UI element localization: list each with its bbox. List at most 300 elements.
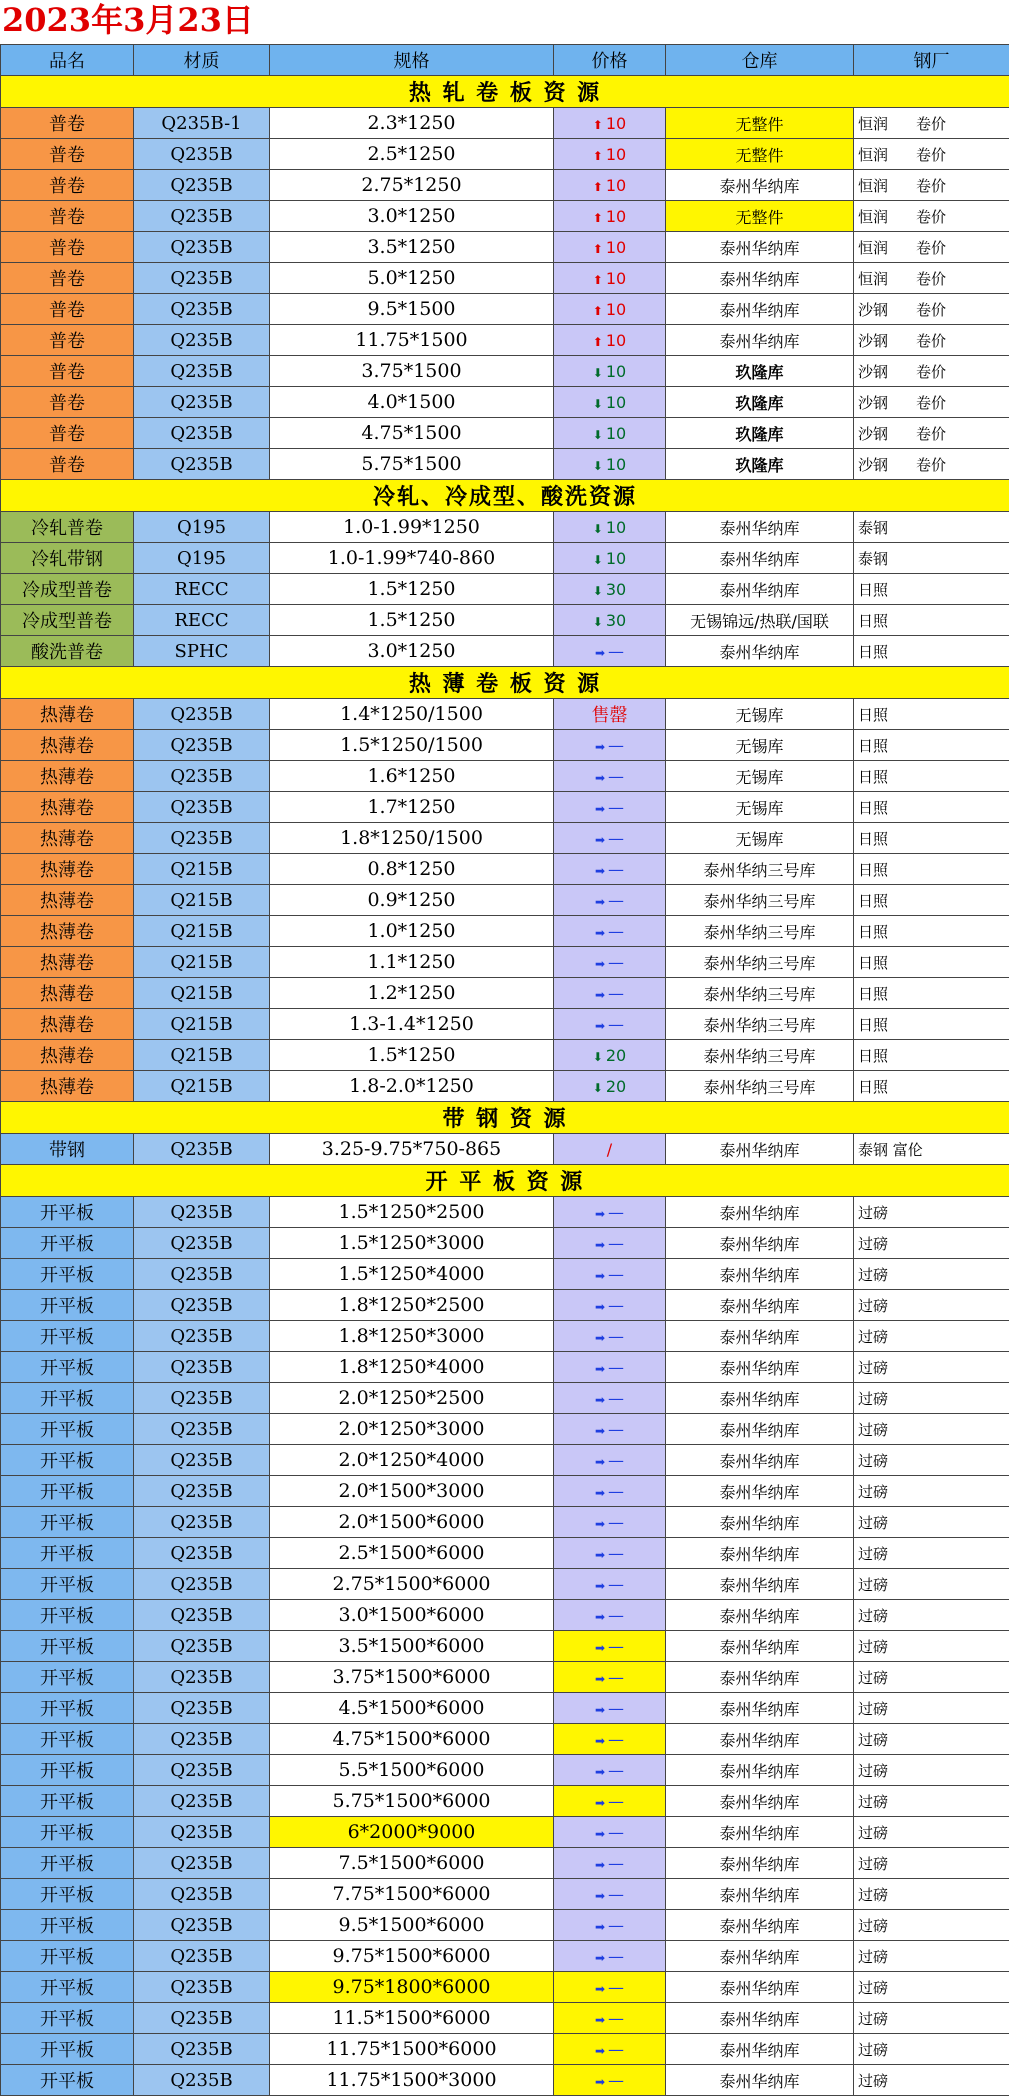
product-name: 热薄卷: [1, 792, 134, 823]
spec: 11.75*1500*6000: [270, 2034, 554, 2065]
mill: [854, 1600, 1009, 1631]
price-change: [554, 885, 666, 916]
material: Q235B: [134, 356, 270, 387]
warehouse: 泰州华纳库: [666, 574, 854, 605]
material: Q235B: [134, 387, 270, 418]
arrow-up-icon: ⬆: [593, 335, 603, 349]
product-name: 开平板: [1, 1817, 134, 1848]
warehouse: 泰州华纳库: [666, 1848, 854, 1879]
product-name: 开平板: [1, 1538, 134, 1569]
material: Q235B: [134, 1848, 270, 1879]
material: Q235B: [134, 1600, 270, 1631]
arrow-flat-icon: ➡: [595, 1300, 605, 1314]
material: Q215B: [134, 1009, 270, 1040]
material: Q235B: [134, 2065, 270, 2096]
price-change: [554, 356, 666, 387]
arrow-flat-icon: ➡: [595, 926, 605, 940]
price-value: 10: [606, 145, 626, 164]
col-header-material: 材质: [134, 45, 270, 76]
price-table: [0, 44, 1009, 2096]
material: Q235B: [134, 1910, 270, 1941]
price-change: [554, 1662, 666, 1693]
price-change: [554, 1476, 666, 1507]
product-name: 开平板: [1, 1507, 134, 1538]
mill: [854, 1538, 1009, 1569]
mill-name: 日照: [858, 859, 916, 880]
product-name: 开平板: [1, 1693, 134, 1724]
arrow-flat-icon: ➡: [595, 1424, 605, 1438]
warehouse: 泰州华纳库: [666, 1352, 854, 1383]
price-change: [554, 1941, 666, 1972]
warehouse: 泰州华纳库: [666, 1941, 854, 1972]
mill-note: 卷价: [916, 363, 946, 381]
mill: [854, 139, 1009, 170]
price-value: —: [608, 1451, 624, 1470]
product-name: 普卷: [1, 418, 134, 449]
price-change: [554, 1228, 666, 1259]
mill: [854, 1631, 1009, 1662]
product-name: 热薄卷: [1, 699, 134, 730]
mill-name: 日照: [858, 983, 916, 1004]
table-row: [1, 263, 1009, 294]
mill: [854, 512, 1009, 543]
warehouse: 泰州华纳库: [666, 512, 854, 543]
product-name: 热薄卷: [1, 761, 134, 792]
spec: 1.8*1250*2500: [270, 1290, 554, 1321]
table-row: [1, 1848, 1009, 1879]
mill-name: 日照: [858, 921, 916, 942]
spec: 2.0*1500*6000: [270, 1507, 554, 1538]
material: Q235B: [134, 232, 270, 263]
product-name: 开平板: [1, 1290, 134, 1321]
price-change: [554, 730, 666, 761]
table-row: [1, 636, 1009, 667]
mill-name: 恒润: [858, 268, 916, 289]
price-value: —: [608, 1854, 624, 1873]
product-name: 普卷: [1, 201, 134, 232]
price-value: 10: [606, 300, 626, 319]
material: Q195: [134, 512, 270, 543]
warehouse: 泰州华纳库: [666, 325, 854, 356]
material: Q215B: [134, 1071, 270, 1102]
product-name: 热薄卷: [1, 885, 134, 916]
product-name: 冷成型普卷: [1, 605, 134, 636]
arrow-flat-icon: ➡: [595, 1796, 605, 1810]
mill: [854, 1134, 1009, 1165]
material: Q235B: [134, 1941, 270, 1972]
mill-note: 卷价: [916, 394, 946, 412]
price-value: 10: [606, 549, 626, 568]
spec: 1.5*1250*4000: [270, 1259, 554, 1290]
product-name: 开平板: [1, 1879, 134, 1910]
price-value: —: [608, 2040, 624, 2059]
arrow-flat-icon: ➡: [595, 802, 605, 816]
warehouse: 泰州华纳库: [666, 1569, 854, 1600]
warehouse: 泰州华纳库: [666, 1817, 854, 1848]
price-change: [554, 294, 666, 325]
warehouse: 泰州华纳库: [666, 1786, 854, 1817]
price-change: [554, 2003, 666, 2034]
table-row: [1, 1259, 1009, 1290]
material: RECC: [134, 605, 270, 636]
spec: 2.3*1250: [270, 108, 554, 139]
product-name: 开平板: [1, 1569, 134, 1600]
material: Q235B: [134, 1445, 270, 1476]
spec: 6*2000*9000: [270, 1817, 554, 1848]
spec: 5.75*1500*6000: [270, 1786, 554, 1817]
table-row: [1, 1507, 1009, 1538]
table-row: [1, 2034, 1009, 2065]
arrow-flat-icon: ➡: [595, 988, 605, 1002]
arrow-flat-icon: ➡: [595, 1455, 605, 1469]
warehouse: 泰州华纳三号库: [666, 1009, 854, 1040]
col-header-warehouse: 仓库: [666, 45, 854, 76]
col-header-price: 价格: [554, 45, 666, 76]
product-name: 开平板: [1, 2003, 134, 2034]
warehouse: 玖隆库: [666, 449, 854, 480]
price-value: —: [608, 1296, 624, 1315]
table-row: [1, 823, 1009, 854]
mill-name: 日照: [858, 641, 916, 662]
price-change: [554, 1321, 666, 1352]
sold-out-label: 售罄: [592, 705, 628, 726]
price-value: 10: [606, 362, 626, 381]
table-row: [1, 1476, 1009, 1507]
mill-name: 沙钢: [858, 330, 916, 351]
table-row: [1, 1879, 1009, 1910]
warehouse: 泰州华纳库: [666, 1445, 854, 1476]
price-value: 10: [606, 269, 626, 288]
product-name: 开平板: [1, 1476, 134, 1507]
arrow-flat-icon: ➡: [595, 2044, 605, 2058]
warehouse: 泰州华纳库: [666, 1879, 854, 1910]
product-name: 普卷: [1, 387, 134, 418]
header-row: [1, 45, 1009, 76]
table-row: [1, 543, 1009, 574]
arrow-up-icon: ⬆: [593, 304, 603, 318]
mill-note: 卷价: [916, 146, 946, 164]
price-value: —: [608, 798, 624, 817]
table-row: [1, 325, 1009, 356]
product-name: 热薄卷: [1, 730, 134, 761]
price-change: [554, 854, 666, 885]
mill-name: 日照: [858, 579, 916, 600]
price-change: [554, 139, 666, 170]
mill: [854, 1352, 1009, 1383]
table-row: [1, 1071, 1009, 1102]
arrow-up-icon: ⬆: [593, 180, 603, 194]
warehouse: 泰州华纳库: [666, 1321, 854, 1352]
mill-note: 卷价: [916, 270, 946, 288]
table-row: [1, 1228, 1009, 1259]
arrow-flat-icon: ➡: [595, 1610, 605, 1624]
price-value: 20: [606, 1077, 626, 1096]
price-change: [554, 761, 666, 792]
price-value: —: [608, 953, 624, 972]
arrow-flat-icon: ➡: [595, 895, 605, 909]
mill: [854, 1071, 1009, 1102]
material: Q235B: [134, 699, 270, 730]
product-name: 普卷: [1, 294, 134, 325]
product-name: 冷轧带钢: [1, 543, 134, 574]
mill: [854, 356, 1009, 387]
mill-name: 过磅: [858, 1977, 916, 1998]
mill: [854, 1259, 1009, 1290]
product-name: 热薄卷: [1, 823, 134, 854]
arrow-flat-icon: ➡: [595, 2013, 605, 2027]
material: Q235B: [134, 170, 270, 201]
material: Q235B: [134, 1290, 270, 1321]
price-value: —: [608, 984, 624, 1003]
product-name: 热薄卷: [1, 1071, 134, 1102]
price-value: 10: [606, 393, 626, 412]
warehouse: 泰州华纳库: [666, 1476, 854, 1507]
spec: 1.5*1250: [270, 1040, 554, 1071]
table-row: [1, 792, 1009, 823]
spec: 1.5*1250: [270, 605, 554, 636]
warehouse: 泰州华纳库: [666, 1259, 854, 1290]
mill-name: 日照: [858, 610, 916, 631]
material: Q235B: [134, 263, 270, 294]
product-name: 开平板: [1, 1755, 134, 1786]
mill-name: 过磅: [858, 2008, 916, 2029]
price-change: [554, 449, 666, 480]
price-change: [554, 387, 666, 418]
material: Q235B: [134, 1817, 270, 1848]
product-name: 热薄卷: [1, 854, 134, 885]
price-change: [554, 1600, 666, 1631]
material: Q235B: [134, 1538, 270, 1569]
warehouse: 泰州华纳库: [666, 1755, 854, 1786]
price-change: [554, 543, 666, 574]
material: Q235B: [134, 1507, 270, 1538]
table-row: [1, 1631, 1009, 1662]
mill-name: 日照: [858, 766, 916, 787]
spec: 3.5*1250: [270, 232, 554, 263]
mill-name: 过磅: [858, 1357, 916, 1378]
price-value: —: [608, 1513, 624, 1532]
mill-name: 过磅: [858, 1295, 916, 1316]
table-row: [1, 854, 1009, 885]
table-row: [1, 1600, 1009, 1631]
mill: [854, 605, 1009, 636]
table-row: [1, 1383, 1009, 1414]
price-change: [554, 1071, 666, 1102]
price-value: —: [608, 1637, 624, 1656]
warehouse: 泰州华纳库: [666, 294, 854, 325]
mill: [854, 1445, 1009, 1476]
price-change: [554, 1290, 666, 1321]
mill-name: 过磅: [858, 1419, 916, 1440]
price-value: —: [608, 1885, 624, 1904]
arrow-up-icon: ⬆: [593, 273, 603, 287]
mill-name: 过磅: [858, 1202, 916, 1223]
price-value: 20: [606, 1046, 626, 1065]
spec: 3.75*1500: [270, 356, 554, 387]
mill: [854, 1848, 1009, 1879]
table-row: [1, 574, 1009, 605]
spec: 4.75*1500*6000: [270, 1724, 554, 1755]
arrow-down-icon: ⬇: [593, 397, 603, 411]
product-name: 普卷: [1, 263, 134, 294]
price-value: —: [608, 1699, 624, 1718]
arrow-down-icon: ⬇: [593, 1050, 603, 1064]
price-value: —: [608, 1265, 624, 1284]
mill-name: 沙钢: [858, 392, 916, 413]
warehouse: 泰州华纳三号库: [666, 916, 854, 947]
price-value: 10: [606, 455, 626, 474]
material: Q235B: [134, 1134, 270, 1165]
mill: [854, 418, 1009, 449]
price-value: —: [608, 1544, 624, 1563]
warehouse: 泰州华纳库: [666, 1600, 854, 1631]
price-value: —: [608, 1420, 624, 1439]
price-change: [554, 1414, 666, 1445]
mill-name: 过磅: [858, 1481, 916, 1502]
price-change: [554, 1879, 666, 1910]
warehouse: 泰州华纳三号库: [666, 947, 854, 978]
table-row: [1, 1786, 1009, 1817]
arrow-flat-icon: ➡: [595, 1641, 605, 1655]
spec: 1.5*1250*3000: [270, 1228, 554, 1259]
mill: [854, 792, 1009, 823]
price-value: —: [608, 1358, 624, 1377]
spec: 3.0*1500*6000: [270, 1600, 554, 1631]
table-row: [1, 1817, 1009, 1848]
product-name: 开平板: [1, 1724, 134, 1755]
warehouse: 泰州华纳库: [666, 263, 854, 294]
product-name: 开平板: [1, 1383, 134, 1414]
spec: 1.0-1.99*740-860: [270, 543, 554, 574]
product-name: 热薄卷: [1, 947, 134, 978]
product-name: 开平板: [1, 1600, 134, 1631]
mill-note: 卷价: [916, 332, 946, 350]
price-value: —: [608, 1978, 624, 1997]
price-change: [554, 201, 666, 232]
product-name: 开平板: [1, 1445, 134, 1476]
price-value: —: [608, 1234, 624, 1253]
material: Q235B: [134, 1228, 270, 1259]
mill: [854, 1476, 1009, 1507]
table-row: [1, 1445, 1009, 1476]
mill-note: 卷价: [916, 239, 946, 257]
price-value: —: [608, 1389, 624, 1408]
material: Q235B: [134, 1972, 270, 2003]
spec: 3.25-9.75*750-865: [270, 1134, 554, 1165]
spec: 0.8*1250: [270, 854, 554, 885]
price-change: [554, 108, 666, 139]
mill-name: 过磅: [858, 1760, 916, 1781]
material: Q235B: [134, 1352, 270, 1383]
col-header-name: 品名: [1, 45, 134, 76]
price-na: /: [607, 1140, 612, 1159]
product-name: 开平板: [1, 1414, 134, 1445]
mill-name: 过磅: [858, 1698, 916, 1719]
price-value: 30: [606, 580, 626, 599]
table-row: [1, 1972, 1009, 2003]
table-row: [1, 108, 1009, 139]
spec: 9.75*1500*6000: [270, 1941, 554, 1972]
mill: [854, 1040, 1009, 1071]
mill: [854, 108, 1009, 139]
spec: 1.8*1250/1500: [270, 823, 554, 854]
warehouse: 泰州华纳库: [666, 1228, 854, 1259]
arrow-down-icon: ⬇: [593, 459, 603, 473]
arrow-flat-icon: ➡: [595, 1703, 605, 1717]
material: Q235B: [134, 823, 270, 854]
spec: 11.5*1500*6000: [270, 2003, 554, 2034]
material: Q235B: [134, 1662, 270, 1693]
price-change: [554, 232, 666, 263]
product-name: 普卷: [1, 232, 134, 263]
price-change: [554, 699, 666, 730]
warehouse: 无锡库: [666, 730, 854, 761]
mill-name: 过磅: [858, 1605, 916, 1626]
mill-note: 卷价: [916, 208, 946, 226]
mill-name: 日照: [858, 952, 916, 973]
price-value: —: [608, 1947, 624, 1966]
table-row: [1, 1290, 1009, 1321]
mill-name: 恒润: [858, 144, 916, 165]
mill: [854, 1941, 1009, 1972]
mill-name: 日照: [858, 890, 916, 911]
mill-name: 过磅: [858, 1636, 916, 1657]
mill-name: 日照: [858, 828, 916, 849]
price-value: —: [608, 1327, 624, 1346]
spec: 4.5*1500*6000: [270, 1693, 554, 1724]
table-row: [1, 356, 1009, 387]
arrow-flat-icon: ➡: [595, 864, 605, 878]
material: Q235B: [134, 1197, 270, 1228]
section-header: [1, 480, 1009, 512]
warehouse: 泰州华纳库: [666, 543, 854, 574]
arrow-flat-icon: ➡: [595, 771, 605, 785]
product-name: 开平板: [1, 1848, 134, 1879]
product-name: 热薄卷: [1, 1009, 134, 1040]
table-row: [1, 294, 1009, 325]
material: Q235B: [134, 761, 270, 792]
mill-note: 卷价: [916, 425, 946, 443]
mill: [854, 1290, 1009, 1321]
mill-name: 沙钢: [858, 299, 916, 320]
section-title: 热 薄 卷 板 资 源: [1, 667, 1009, 699]
mill-name: 日照: [858, 735, 916, 756]
mill-name: 过磅: [858, 1946, 916, 1967]
spec: 4.0*1500: [270, 387, 554, 418]
product-name: 开平板: [1, 1197, 134, 1228]
arrow-down-icon: ⬇: [593, 553, 603, 567]
mill: [854, 1693, 1009, 1724]
spec: 3.75*1500*6000: [270, 1662, 554, 1693]
price-change: [554, 263, 666, 294]
arrow-flat-icon: ➡: [595, 833, 605, 847]
table-row: [1, 761, 1009, 792]
material: Q235B: [134, 1476, 270, 1507]
spec: 1.8*1250*4000: [270, 1352, 554, 1383]
table-row: [1, 418, 1009, 449]
material: Q215B: [134, 947, 270, 978]
spec: 1.5*1250: [270, 574, 554, 605]
product-name: 冷轧普卷: [1, 512, 134, 543]
table-row: [1, 730, 1009, 761]
arrow-flat-icon: ➡: [595, 740, 605, 754]
arrow-flat-icon: ➡: [595, 1207, 605, 1221]
price-value: —: [608, 767, 624, 786]
price-change: [554, 1197, 666, 1228]
table-row: [1, 2065, 1009, 2096]
material: Q235B: [134, 1414, 270, 1445]
arrow-flat-icon: ➡: [595, 1827, 605, 1841]
